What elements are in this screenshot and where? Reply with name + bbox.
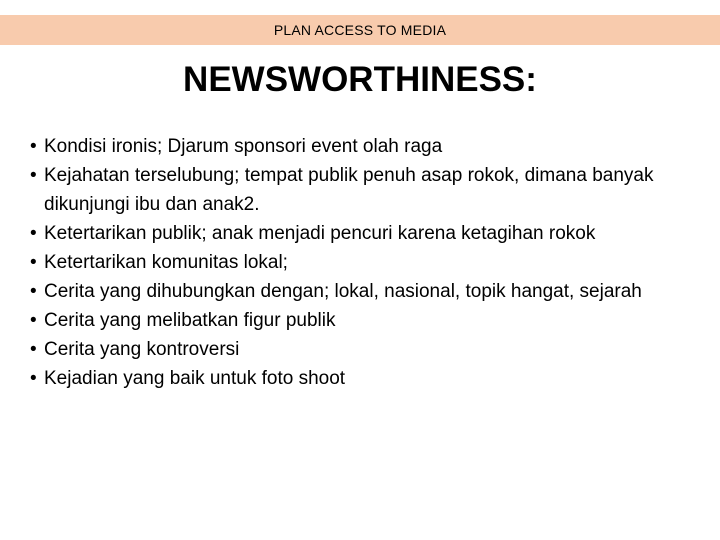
bullet-item (30, 277, 700, 306)
bullet-dot-icon: • (30, 165, 37, 186)
header-banner-text: PLAN ACCESS TO MEDIA (273, 22, 447, 38)
bullet-text: Ketertarikan publik; anak menjadi pencuri karena ketagihan rokok (44, 223, 596, 244)
bullet-dot-icon: • (30, 368, 37, 389)
bullet-item (30, 161, 700, 219)
bullet-text: Cerita yang melibatkan figur publik (44, 310, 336, 331)
bullet-dot-icon: • (30, 223, 37, 244)
bullet-dot-icon: • (30, 136, 37, 157)
bullet-item (30, 306, 700, 335)
bullet-item (30, 248, 700, 277)
bullet-item (30, 219, 700, 248)
bullet-item (30, 335, 700, 364)
bullet-text: Cerita yang kontroversi (44, 339, 240, 360)
bullet-text: Ketertarikan komunitas lokal; (44, 252, 288, 273)
bullet-text: Kejadian yang baik untuk foto shoot (44, 368, 346, 389)
bullet-text: Cerita yang dihubungkan dengan; lokal, nasional, topik hangat, sejarah (44, 281, 642, 302)
header-banner (0, 15, 720, 45)
bullet-dot-icon: • (30, 252, 37, 273)
bullet-list (30, 132, 700, 393)
page-title: NEWSWORTHINESS: (183, 60, 537, 99)
bullet-text: Kondisi ironis; Djarum sponsori event olah raga (44, 136, 443, 157)
bullet-item (30, 364, 700, 393)
bullet-item (30, 132, 700, 161)
bullet-dot-icon: • (30, 339, 37, 360)
bullet-dot-icon: • (30, 310, 37, 331)
bullet-dot-icon: • (30, 281, 37, 302)
bullet-text: Kejahatan terselubung; tempat publik penuh asap rokok, dimana banyak dikunjungi ibu dan anak2. (44, 165, 654, 215)
